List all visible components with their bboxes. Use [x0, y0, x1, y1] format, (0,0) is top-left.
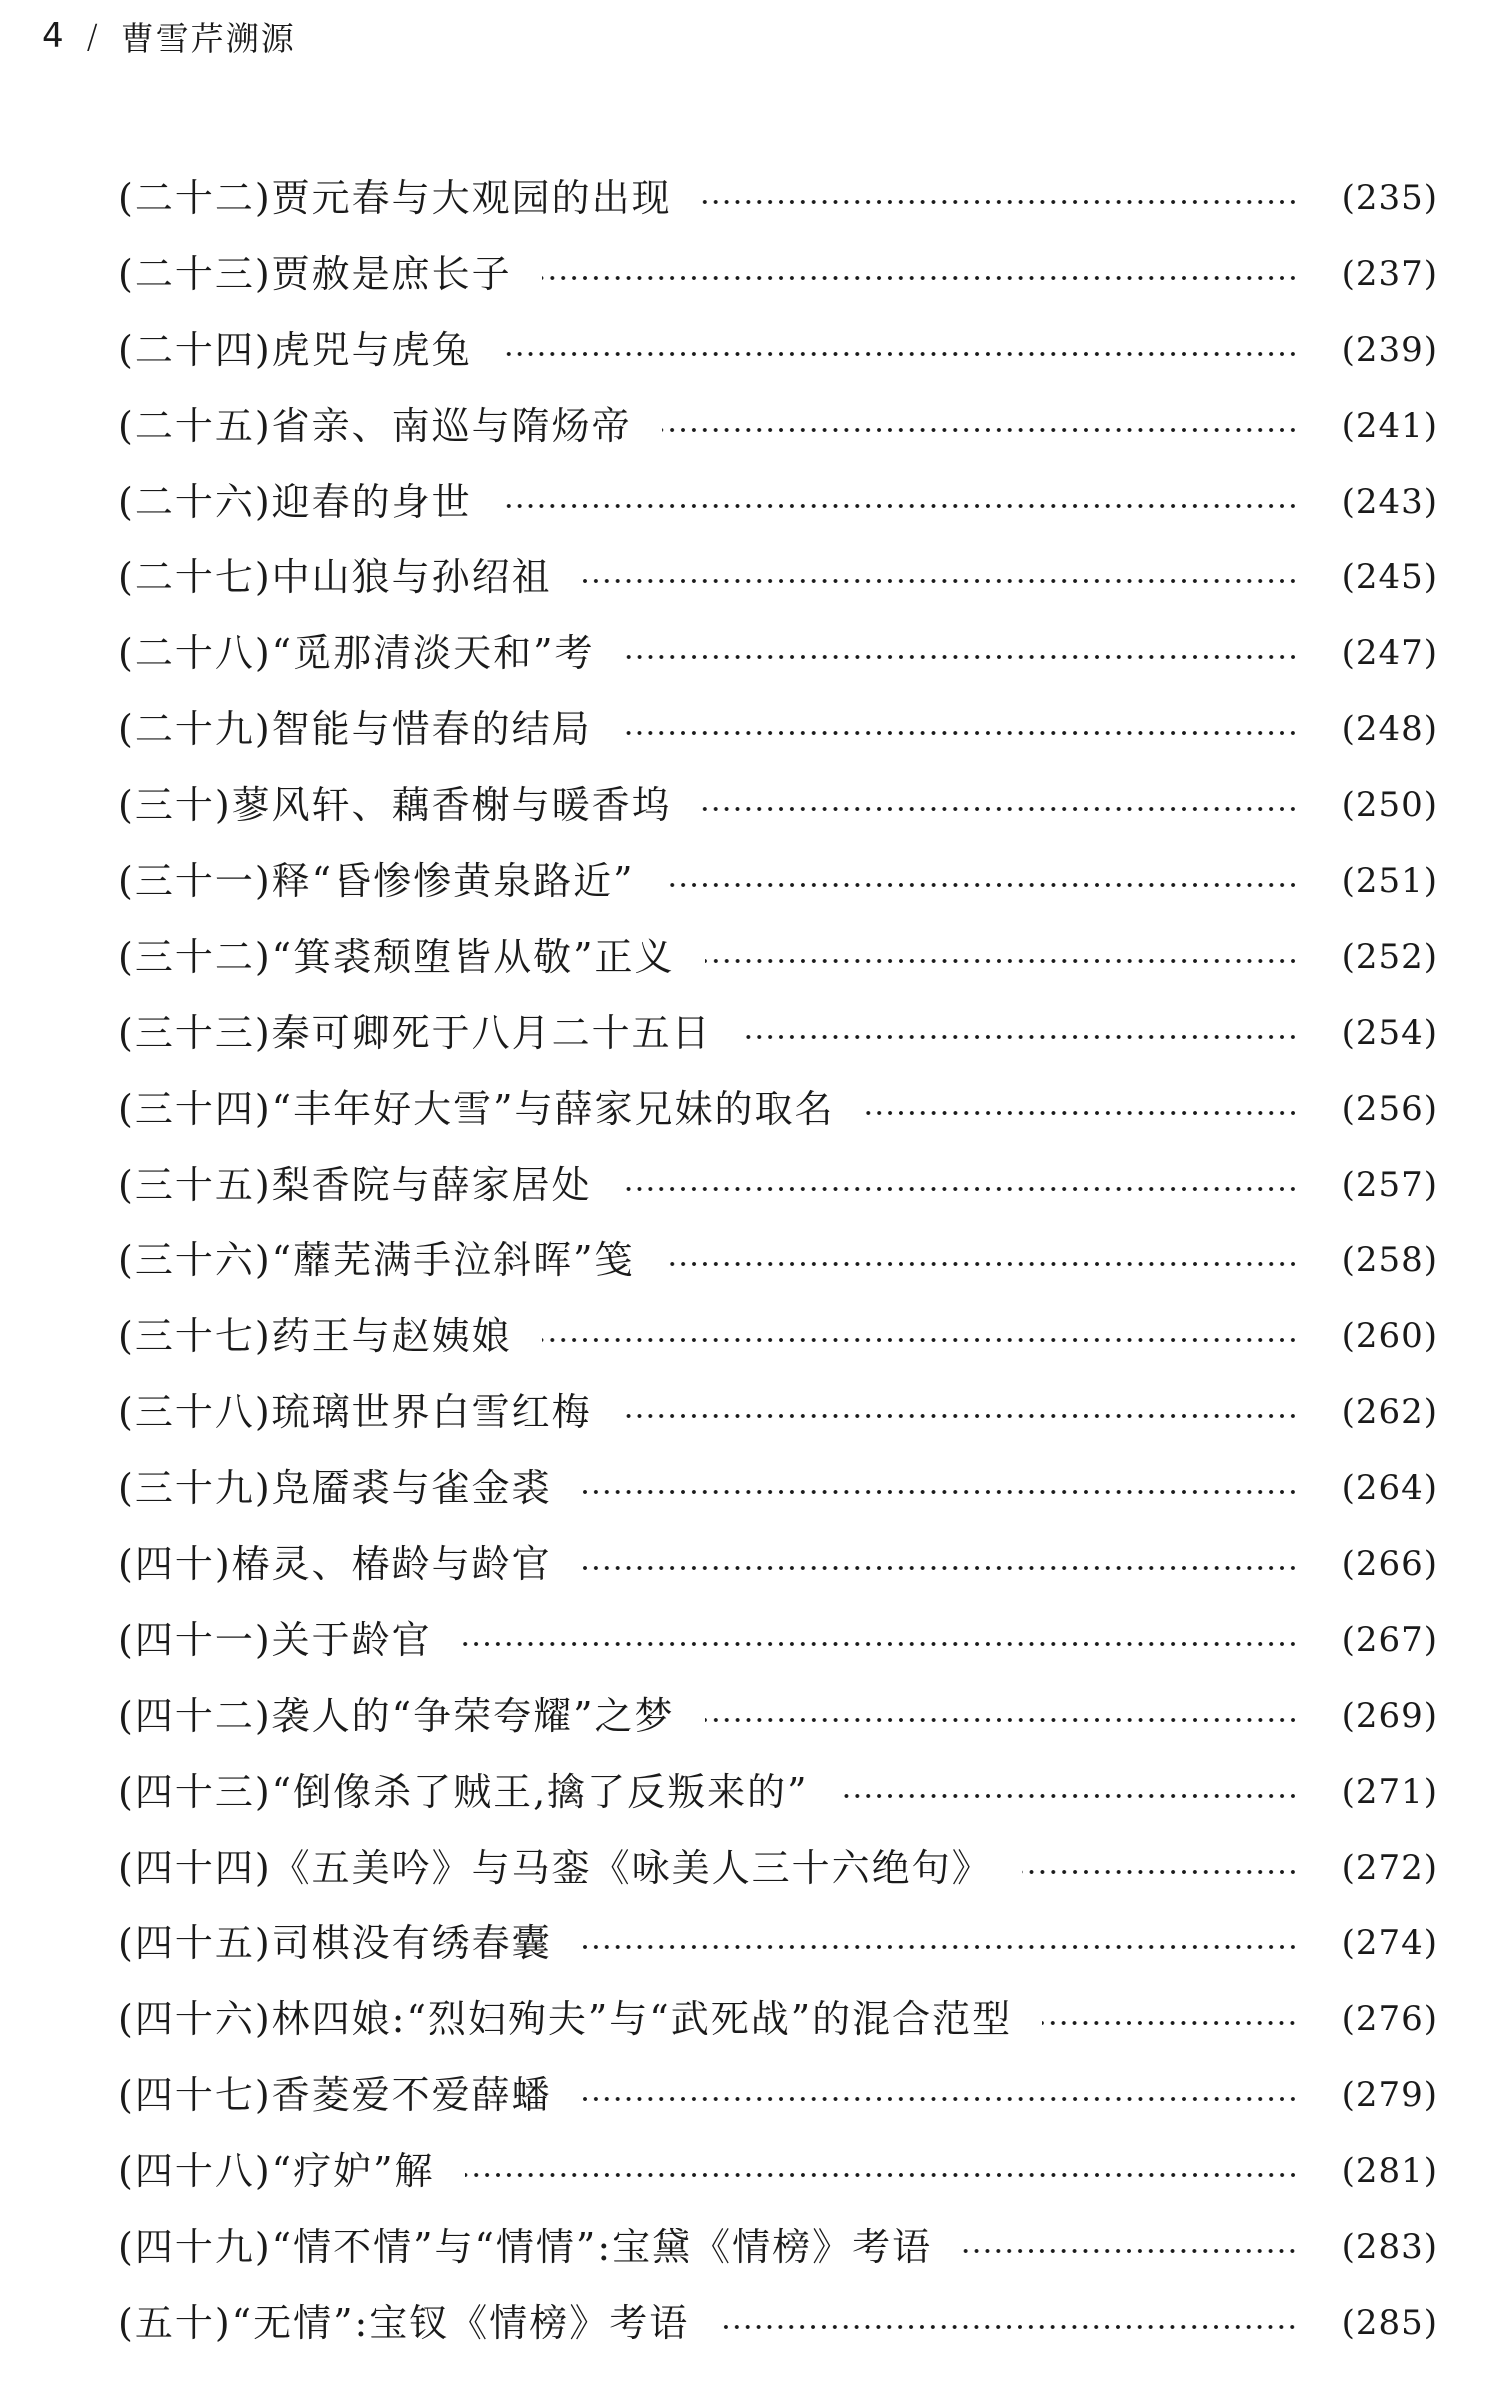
toc-entry	[118, 1374, 1438, 1450]
toc-entry-title: (三十八)琉璃世界白雪红梅	[118, 1390, 592, 1435]
dot-leader	[622, 1187, 1298, 1191]
toc-entry-title: (四十三)“倒像杀了贼王,擒了反叛来的”	[118, 1769, 809, 1814]
dot-leader	[502, 504, 1298, 508]
dot-leader	[502, 352, 1298, 356]
toc-entry-page: (239)	[1341, 329, 1438, 370]
toc-entry	[118, 1905, 1438, 1981]
book-title: 曹雪芹溯源	[120, 18, 296, 58]
toc-entry	[118, 388, 1438, 464]
toc-entry-title: (二十六)迎春的身世	[118, 479, 472, 524]
toc-entry-page: (258)	[1341, 1240, 1438, 1281]
toc-entry	[118, 539, 1438, 615]
toc-entry-page: (285)	[1341, 2302, 1438, 2343]
dot-leader	[702, 807, 1298, 811]
toc-entry-title: (二十五)省亲、南巡与隋炀帝	[118, 403, 632, 448]
toc-entry	[118, 691, 1438, 767]
toc-entry-title: (三十九)凫靥裘与雀金裘	[118, 1466, 552, 1511]
toc-entry-title: (二十三)贾赦是庶长子	[118, 251, 512, 296]
table-of-contents	[118, 160, 1438, 2361]
toc-entry-page: (262)	[1341, 1392, 1438, 1433]
toc-entry-page: (237)	[1341, 253, 1438, 294]
toc-entry	[118, 2285, 1438, 2361]
dot-leader	[839, 1794, 1298, 1798]
toc-entry-page: (281)	[1341, 2151, 1438, 2192]
toc-entry	[118, 160, 1438, 236]
toc-entry-page: (283)	[1341, 2226, 1438, 2267]
toc-entry-page: (252)	[1341, 936, 1438, 977]
toc-entry-page: (235)	[1341, 177, 1438, 218]
toc-entry-title: (二十四)虎兕与虎兔	[118, 327, 472, 372]
dot-leader	[582, 1945, 1298, 1949]
dot-leader	[705, 959, 1298, 963]
toc-entry-page: (260)	[1341, 1316, 1438, 1357]
toc-entry	[118, 1981, 1438, 2057]
toc-entry-title: (四十九)“情不情”与“情情”:宝黛《情榜》考语	[118, 2224, 933, 2269]
dot-leader	[465, 2173, 1298, 2177]
dot-leader	[665, 1262, 1298, 1266]
toc-entry-title: (四十五)司棋没有绣春囊	[118, 1921, 552, 1966]
toc-entry-page: (256)	[1341, 1088, 1438, 1129]
toc-entry	[118, 1298, 1438, 1374]
dot-leader	[662, 428, 1298, 432]
toc-entry	[118, 1830, 1438, 1906]
toc-entry	[118, 767, 1438, 843]
toc-entry-page: (264)	[1341, 1468, 1438, 1509]
dot-leader	[665, 883, 1298, 887]
dot-leader	[705, 1718, 1298, 1722]
toc-entry-page: (254)	[1341, 1012, 1438, 1053]
toc-entry-page: (271)	[1341, 1771, 1438, 1812]
toc-entry-title: (四十一)关于龄官	[118, 1617, 432, 1662]
toc-entry	[118, 236, 1438, 312]
toc-entry-title: (四十八)“疗妒”解	[118, 2149, 435, 2194]
dot-leader	[542, 276, 1298, 280]
toc-entry-title: (四十七)香菱爱不爱薛蟠	[118, 2073, 552, 2118]
toc-entry	[118, 1754, 1438, 1830]
toc-entry-page: (276)	[1341, 1999, 1438, 2040]
page-number: 4	[42, 16, 65, 56]
toc-entry	[118, 1602, 1438, 1678]
dot-leader	[622, 1414, 1298, 1418]
dot-leader	[582, 1490, 1298, 1494]
toc-entry-title: (三十四)“丰年好大雪”与薛家兄妹的取名	[118, 1086, 835, 1131]
toc-entry	[118, 2057, 1438, 2133]
toc-entry	[118, 1222, 1438, 1298]
toc-entry-page: (248)	[1341, 709, 1438, 750]
toc-entry-page: (269)	[1341, 1695, 1438, 1736]
toc-entry	[118, 1147, 1438, 1223]
toc-entry-title: (四十二)袭人的“争荣夸耀”之梦	[118, 1693, 675, 1738]
toc-entry-title: (四十)椿灵、椿龄与龄官	[118, 1541, 552, 1586]
dot-leader	[1022, 1870, 1298, 1874]
toc-entry-title: (三十五)梨香院与薛家居处	[118, 1162, 592, 1207]
dot-leader	[702, 200, 1298, 204]
toc-entry	[118, 312, 1438, 388]
toc-entry	[118, 615, 1438, 691]
toc-entry-title: (三十三)秦可卿死于八月二十五日	[118, 1010, 712, 1055]
toc-entry-page: (274)	[1341, 1923, 1438, 1964]
dot-leader	[582, 579, 1298, 583]
dot-leader	[865, 1111, 1298, 1115]
toc-entry-page: (243)	[1341, 481, 1438, 522]
toc-entry-title: (三十二)“箕裘颓堕皆从敬”正义	[118, 934, 675, 979]
dot-leader	[582, 2097, 1298, 2101]
toc-entry-title: (二十九)智能与惜春的结局	[118, 707, 592, 752]
dot-leader	[719, 2325, 1298, 2329]
toc-entry	[118, 1071, 1438, 1147]
toc-entry-page: (250)	[1341, 785, 1438, 826]
dot-leader	[1042, 2021, 1298, 2025]
toc-entry-title: (二十七)中山狼与孙绍祖	[118, 555, 552, 600]
dot-leader	[622, 731, 1298, 735]
toc-entry-title: (五十)“无情”:宝钗《情榜》考语	[118, 2300, 690, 2345]
dot-leader	[462, 1642, 1298, 1646]
toc-entry-title: (三十)蓼风轩、藕香榭与暖香坞	[118, 783, 672, 828]
toc-entry-page: (245)	[1341, 557, 1438, 598]
dot-leader	[582, 1566, 1298, 1570]
dot-leader	[625, 655, 1298, 659]
toc-entry-title: (四十六)林四娘:“烈妇殉夫”与“武死战”的混合范型	[118, 1997, 1013, 2042]
toc-entry	[118, 464, 1438, 540]
toc-entry-page: (251)	[1341, 860, 1438, 901]
toc-entry-title: (二十二)贾元春与大观园的出现	[118, 175, 672, 220]
toc-entry	[118, 2209, 1438, 2285]
toc-entry-page: (257)	[1341, 1164, 1438, 1205]
toc-entry	[118, 995, 1438, 1071]
toc-entry-title: (二十八)“觅那清淡天和”考	[118, 631, 595, 676]
dot-leader	[742, 1035, 1298, 1039]
toc-entry-title: (三十六)“蘼芜满手泣斜晖”笺	[118, 1238, 635, 1283]
dot-leader	[542, 1338, 1298, 1342]
toc-entry-page: (279)	[1341, 2075, 1438, 2116]
toc-entry	[118, 2133, 1438, 2209]
header-separator: /	[86, 16, 99, 56]
toc-entry-page: (267)	[1341, 1619, 1438, 1660]
toc-entry	[118, 843, 1438, 919]
toc-entry-title: (四十四)《五美吟》与马銮《咏美人三十六绝句》	[118, 1845, 992, 1890]
toc-entry-page: (272)	[1341, 1847, 1438, 1888]
toc-entry	[118, 1450, 1438, 1526]
toc-entry-page: (266)	[1341, 1543, 1438, 1584]
toc-entry-page: (247)	[1341, 633, 1438, 674]
dot-leader	[962, 2249, 1298, 2253]
toc-entry	[118, 1526, 1438, 1602]
toc-entry	[118, 919, 1438, 995]
toc-entry-page: (241)	[1341, 405, 1438, 446]
running-head	[42, 8, 296, 64]
toc-entry-title: (三十七)药王与赵姨娘	[118, 1314, 512, 1359]
toc-entry	[118, 1678, 1438, 1754]
toc-entry-title: (三十一)释“昏惨惨黄泉路近”	[118, 858, 635, 903]
